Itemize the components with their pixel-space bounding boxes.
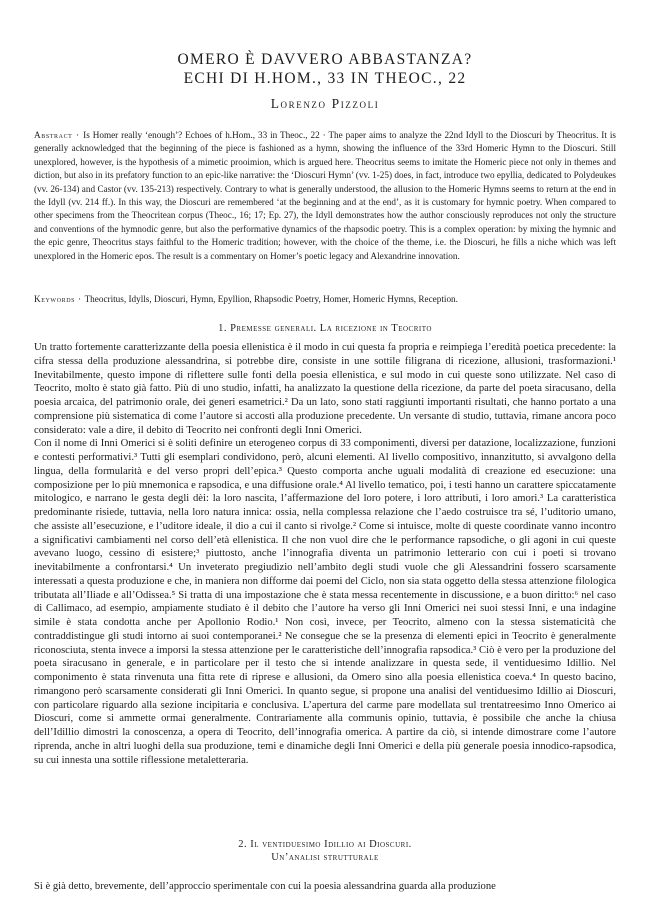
abstract-label: Abstract · bbox=[34, 130, 84, 140]
section-1-paragraph-1: Un tratto fortemente caratterizzante della poesia ellenistica è il modo in cui questa fa propria e reimpiega l’eredità poetica precedente: la cifra stessa della produzione alessandrina, si potrebbe dire, consiste in une sottile filigrana di ricezione, allusioni, trasformazioni.¹ Inevitabilmente, questo impone di riflettere sulle fonti della poesia ellenistica, e sul modo in cui queste sono utilizzate. Nel caso di Teocrito, molto è stato già fatto. Più di uno studio, infatti, ha analizzato la questione della ricezione, da parte del poeta siracusano, della poesia arcaica, del patrimonio orale, dei generi esametrici.² Da un lato, sono stati raggiunti importanti risultati, che hanno portato a una comprensione più sistematica di come l’autore si accostì alla produzione precedente. Un versante di studio, tuttavia, rimane ancora poco considerato: vale a dire, il debito di Teocrito nei confronti degli Inni Omerici. bbox=[34, 342, 616, 436]
section-2-heading bbox=[34, 838, 616, 864]
section-2-paragraph-1: Si è già detto, brevemente, dell’approccio sperimentale con cui la poesia alessandrina guarda alla produzione bbox=[34, 881, 496, 892]
section-1-paragraph-2: Con il nome di Inni Omerici si è soliti definire un eterogeneo corpus di 33 componimenti, diversi per datazione, localizzazione, funzioni e contesti performativi.³ Tutti gli esemplari condividono, però, alcuni elementi. Al livello compositivo, innanzitutto, si avvalgono della lingua, della formularità e del verso propri dell’epica.³ Questo comporta anche uguali modalità di creazione ed esecuzione: una composizione per lo più mnemonica e rapsodica, e una diffusione orale.⁴ Al livello tematico, poi, i testi hanno un carattere spiccatamente mitologico, e narrano le gesta degli dèi: la loro nascita, l’affermazione del loro potere, i loro attributi, i loro amori.³ La caratteristica predominante risiede, tuttavia, nella loro natura innica: ossia, nella complessa relazione che l’aedo costruisce tra sé, l’uditorio umano, che assiste all’esecuzione, e l’uditore ideale, il dio a cui il canto si rivolge.² Come si intuisce, molte di queste coordinate vanno incontro a significativi cambiamenti nel corso dell’età ellenistica. Il che non vuol dire che le performance rapsodiche, o gli agoni in cui queste avevano luogo, cessino di esistere;³ piuttosto, anche l’innografia diventa un patrimonio letterario con cui i poeti si trovano inevitabilmente a confrontarsi.⁴ Un inveterato pregiudizio nell’ambito degli studi vuole che gli Alessandrini fossero scarsamente interessati a questa produzione e che, in maniera non difforme dai poemi del Ciclo, non sia stata oggetto della stessa attenzione filologica tributata all’Iliade e all’Odissea.⁵ Si tratta di una impostazione che è stata messa recentemente in discussione, e a buon diritto:⁶ nel caso di Callimaco, ad esempio, ampiamente studiato è il debito che l’autore ha verso gli Inni Omerici nei suoi stessi Inni, e una indagine simile è stata condotta anche per Apollonio Rodio.¹ Non così, invece, per Teocrito, almeno con la stessa sistematicità che contraddistingue gli studi intorno ai suoi contemporanei.² Ne consegue che se la presenza di elementi epici in Teocrito è generalmente riconosciuta, stenta invece a imporsi la stessa attenzione per le caratteristiche dell’innografia rapsodica.³ Ciò è vero per la produzione del poeta siracusano in generale, e in particolare per il testo che si intende analizzare in questa sede, il ventiduesimo Idillio. Nel componimento è stata rinvenuta una fitta rete di riprese e allusioni, da Omero sino alla poesia ellenistica coeva.⁴ In questo bacino, rimangono però scarsamente considerati gli Inni Omerici. In quanto segue, si propone una analisi del ventiduesimo Idillio ai Dioscuri, con particolare riguardo alla sezione incipitaria e conclusiva. L’apertura del carme pare modellata sul trentatreesimo Inno Omerico ai Dioscuri, come si ammette ormai generalmente. Contrariamente alla communis opinio, tuttavia, è possibile che anche la chiusa dell’Idillio dimostri la conoscenza, a opera di Teocrito, dell’innografia omerica. A partire da ciò, si intende dimostrare come l’autore riprenda, anche in altri luoghi della sua produzione, temi e dinamiche degli Inni Omerici e della più generale poesia innodico-rapsodica, su cui innesta una sottile riflessione metaletteraria. bbox=[34, 438, 616, 766]
abstract bbox=[34, 129, 616, 263]
section-1-heading: 1. Premesse generali. La ricezione in Teocrito bbox=[218, 323, 432, 334]
keywords bbox=[34, 293, 616, 306]
abstract-text: Is Homer really ‘enough’? Echoes of h.Hom., 33 in Theoc., 22 · The paper aims to analyze the 22nd Idyll to the Dioscuri by Theocritus. It is generally acknowledged that the beginning of the piece is fashioned as a hymn, showing the influence of the 33rd Homeric Hymn to the Dioscuri. Still unexplored, however, is the hypothesis of a mimetic prooimion, which is argued here. Theocritus seems to imitate the Homeric piece not only in themes and diction, but also in its prefatory function to an epic-like narrative: the ‘Dioscuri Hymn’ (vv. 1-25) does, in fact, introduce two epyllia, dedicated to Polydeukes (vv. 26-134) and Castor (vv. 135-213) respectively. Contrary to what is generally understood, the allusion to the Homeric Hymns seems to return at the end in the Idyll (vv. 214 ff.). In this way, the Dioscuri are remembered ‘at the beginning and at the end’, as it is customary for hymnic poetry. When compared to other specimens from the Theocritean corpus (Theoc., 16; 17; Ep. 27), the Idyll demonstrates how the author consciously reproduces not only the structure and conventions of the hymnodic genre, but also the performative dynamics of the rhapsodic poetry. This is a complex operation: by mixing the hymnic and the epic genre, Theocritus stays faithful to the Homeric tradition; however, with the choice of the theme, i.e. the Dioscuri, he fills a niche which was left unexplored in the Homeric epos. The result is a commentary on Homer’s poetic legacy and Alexandrine innovation. bbox=[34, 130, 616, 261]
article-title bbox=[34, 50, 616, 88]
author-name: Lorenzo Pizzoli bbox=[270, 96, 380, 111]
section-2-body bbox=[34, 880, 616, 894]
keywords-label: Keywords · bbox=[34, 294, 85, 304]
keywords-text: Theocritus, Idylls, Dioscuri, Hymn, Epyllion, Rhapsodic Poetry, Homer, Homeric Hymns, Reception. bbox=[84, 294, 458, 304]
title-line-2: ECHI DI H.HOM., 33 IN THEOC., 22 bbox=[183, 70, 467, 87]
section-1-body bbox=[34, 341, 616, 767]
section-2-heading-line-2: Un’analisi strutturale bbox=[271, 852, 379, 863]
section-2-heading-line-1: 2. Il ventiduesimo Idillio ai Dioscuri. bbox=[238, 839, 412, 850]
title-line-1: OMERO È DAVVERO ABBASTANZA? bbox=[177, 51, 473, 68]
